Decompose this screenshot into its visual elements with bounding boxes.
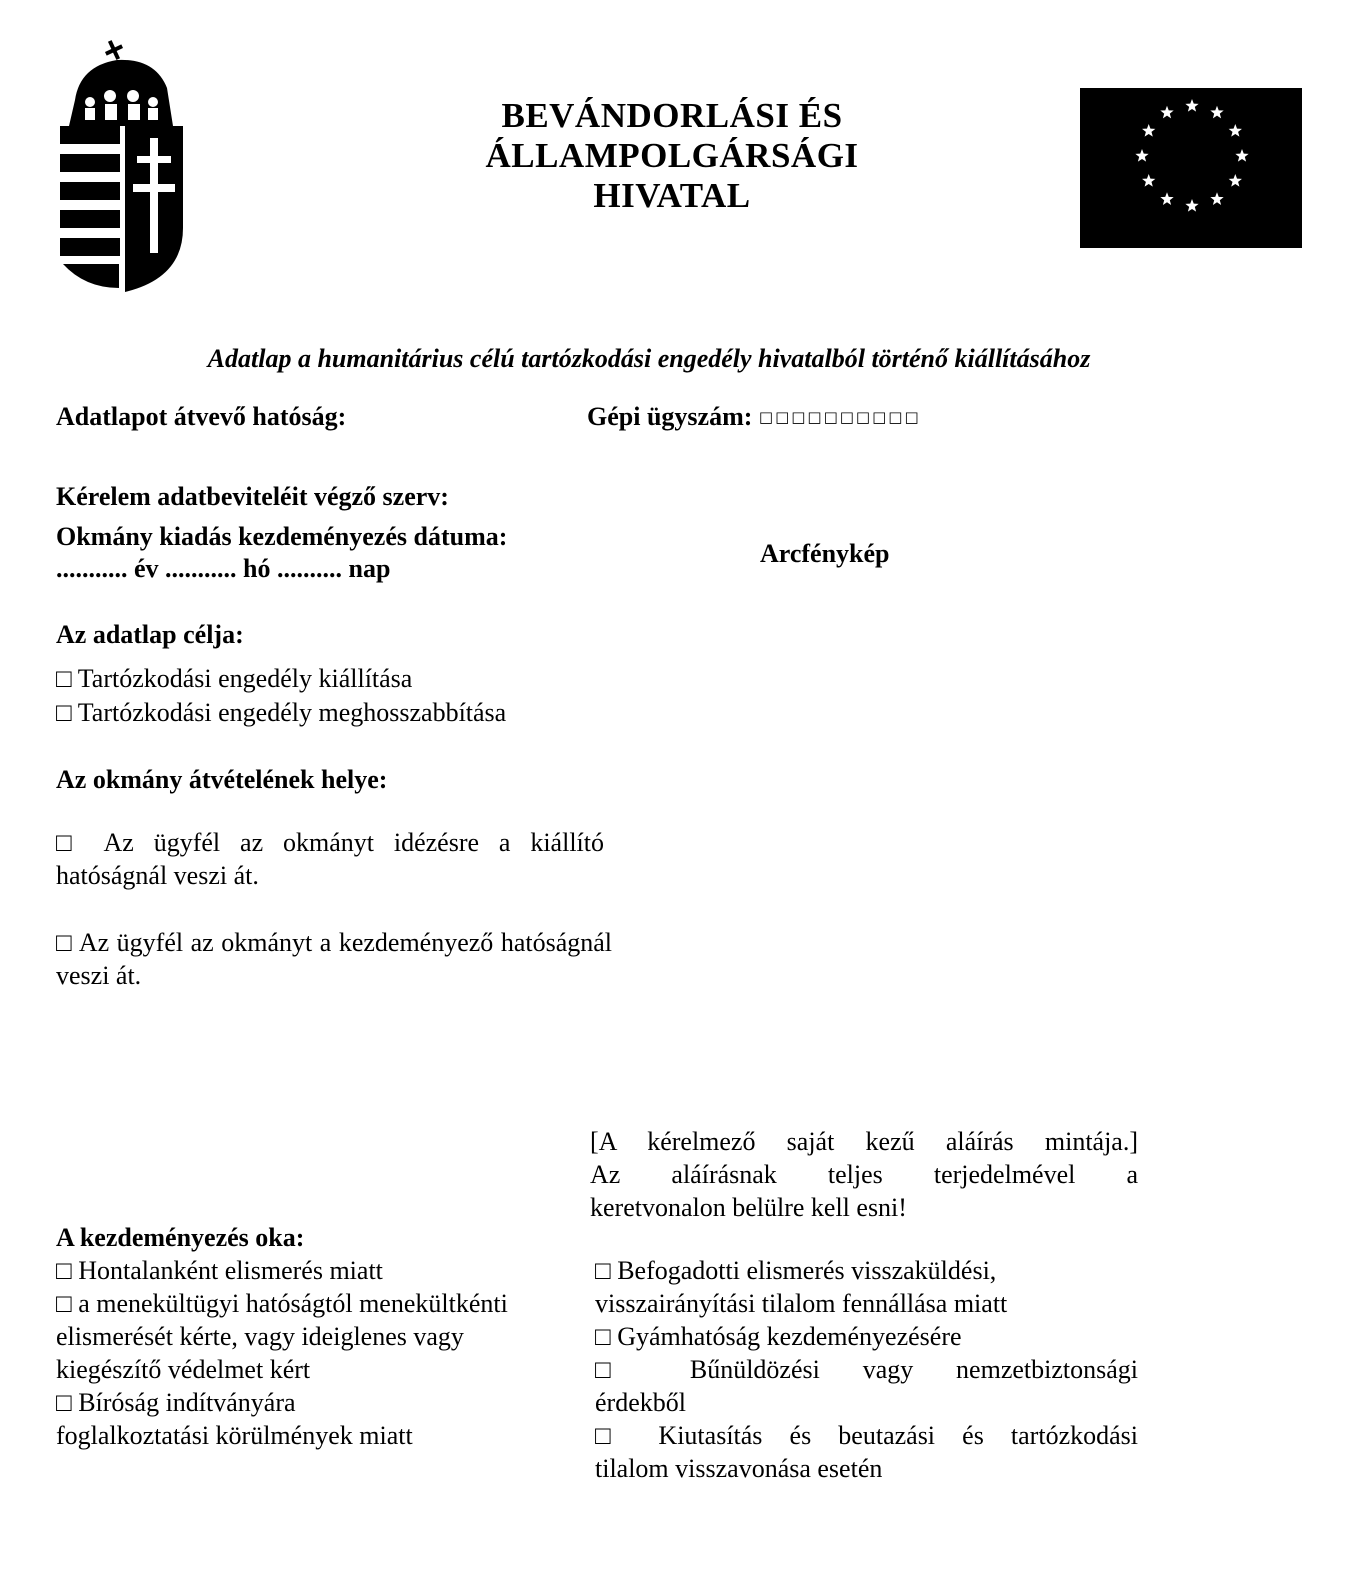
reason-option-court[interactable]: □ Bíróság indítványára (56, 1388, 296, 1417)
pickup-heading: Az okmány átvételének helye: (56, 765, 388, 794)
eu-star-icon (1229, 174, 1242, 187)
eu-star-icon (1229, 124, 1242, 137)
signature-line-1: [A kérelmező saját kezű aláírás mintája.] (590, 1127, 1138, 1156)
reason-left-list (56, 1254, 556, 1452)
reason-option-refugee-cont-2: kiegészítő védelmet kért (56, 1355, 311, 1384)
photo-label: Arcfénykép (760, 539, 890, 568)
pickup-option-initiating-authority[interactable]: □ Az ügyfél az okmányt a kezdeményező hatóságnál veszi át. (56, 928, 612, 990)
eu-flag-icon (1080, 88, 1302, 248)
reason-option-admitted-cont: visszairányítási tilalom fennállása miatt (595, 1289, 1008, 1318)
init-date-field[interactable]: ........... év ........... hó .......... nap (56, 554, 391, 583)
case-number-label: Gépi ügyszám: (587, 402, 753, 431)
purpose-heading: Az adatlap célja: (56, 620, 244, 649)
title-line-3: HIVATAL (593, 176, 751, 215)
eu-star-icon (1142, 174, 1155, 187)
entry-org-label: Kérelem adatbeviteléit végző szerv: (56, 482, 449, 511)
init-date-label: Okmány kiadás kezdeményezés dátuma: (56, 522, 508, 551)
reason-option-expulsion[interactable]: □ Kiutasítás és beutazási és tartózkodási (595, 1421, 1138, 1450)
reason-option-expulsion-cont: tilalom visszavonása esetén (595, 1454, 883, 1483)
eu-star-icon (1185, 199, 1198, 212)
reason-option-security[interactable]: □ Bűnüldözési vagy nemzetbiztonsági (595, 1355, 1138, 1384)
reason-option-refugee[interactable]: □ a menekültügyi hatóságtól menekültkénti (56, 1289, 508, 1318)
eu-star-icon (1160, 192, 1173, 205)
purpose-option-extend[interactable]: □ Tartózkodási engedély meghosszabbítása (56, 698, 507, 727)
signature-note (590, 1125, 1138, 1224)
case-number-boxes[interactable]: □□□□□□□□□□ (758, 408, 921, 426)
signature-line-3: keretvonalon belülre kell esni! (590, 1193, 907, 1222)
eu-star-icon (1160, 106, 1173, 119)
pickup-option-issuing-authority[interactable]: □ Az ügyfél az okmányt idézésre a kiállító hatóságnál veszi át. (56, 828, 604, 890)
reason-option-security-cont: érdekből (595, 1388, 686, 1417)
eu-star-icon (1235, 149, 1248, 162)
title-line-2: ÁLLAMPOLGÁRSÁGI (485, 136, 859, 175)
reason-option-refugee-cont: elismerését kérte, vagy ideiglenes vagy (56, 1322, 464, 1351)
authority-label: Adatlapot átvevő hatóság: (56, 402, 347, 431)
signature-line-2: Az aláírásnak teljes terjedelmével a (590, 1160, 1138, 1189)
form-title: Adatlap a humanitárius célú tartózkodási engedély hivatalból történő kiállításához (207, 344, 1091, 373)
eu-star-icon (1142, 124, 1155, 137)
eu-star-icon (1185, 99, 1198, 112)
reason-right-list (595, 1254, 1138, 1485)
title-line-1: BEVÁNDORLÁSI ÉS (501, 96, 843, 135)
office-title (372, 96, 972, 216)
reason-option-court-cont: foglalkoztatási körülmények miatt (56, 1421, 413, 1450)
eu-star-icon (1135, 149, 1148, 162)
eu-star-icon (1210, 106, 1223, 119)
case-number (587, 400, 921, 434)
reason-heading: A kezdeményezés oka: (56, 1223, 305, 1252)
hungarian-coat-of-arms-icon (55, 38, 195, 296)
purpose-option-issue[interactable]: □ Tartózkodási engedély kiállítása (56, 664, 413, 693)
eu-star-icon (1210, 192, 1223, 205)
reason-option-stateless[interactable]: □ Hontalanként elismerés miatt (56, 1256, 383, 1285)
reason-option-guardianship[interactable]: □ Gyámhatóság kezdeményezésére (595, 1322, 962, 1351)
reason-option-admitted[interactable]: □ Befogadotti elismerés visszaküldési, (595, 1256, 997, 1285)
